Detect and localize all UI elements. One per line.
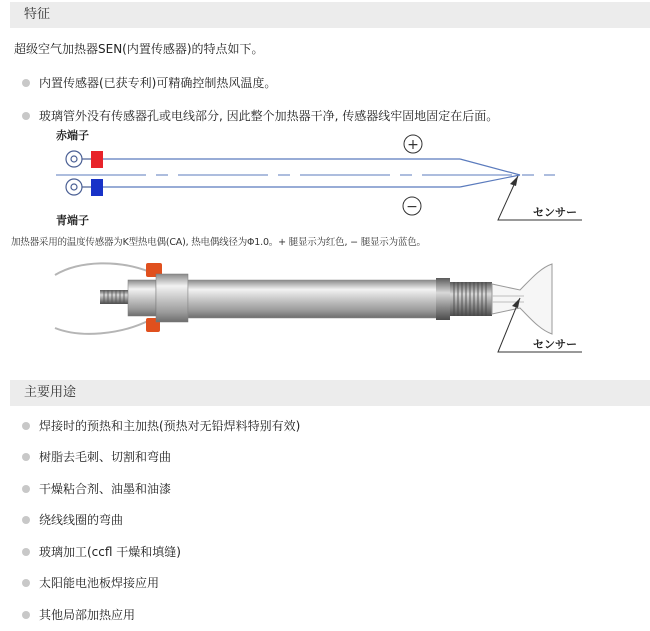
red-terminal-label: 赤端子 [56,129,89,142]
uses-title: 主要用途 [24,385,77,400]
red-terminal-block [91,151,103,168]
use-item: 焊接时的预热和主加热(预热对无铅焊料特别有效) [22,418,300,434]
photo-sensor-label: センサー [533,338,577,351]
features-section-header [10,2,650,28]
use-item: 绕线线圈的弯曲 [22,512,123,528]
features-intro: 超级空气加热器SEN(内置传感器)的特点如下。 [14,42,264,56]
feature-item: 内置传感器(已获专利)可精确控制热风温度。 [22,75,276,91]
use-item: 玻璃加工(ccfl 干燥和填缝) [22,544,181,560]
svg-text:−: − [406,199,418,215]
bullet-dot-icon [22,453,30,461]
blue-terminal-block [91,179,103,196]
red-ring-terminal [66,151,82,167]
use-item: 树脂去毛刺、切割和弯曲 [22,449,171,465]
blue-terminal-label: 青端子 [56,214,89,227]
use-item: 太阳能电池板焊接应用 [22,575,159,591]
bullet-dot-icon [22,516,30,524]
uses-section-header [10,380,650,406]
bullet-dot-icon [22,548,30,556]
diagram-sensor-label: センサー [533,206,577,219]
lead-wire [55,263,150,275]
bullet-dot-icon [22,611,30,619]
features-title: 特征 [24,7,51,22]
hex-nut [128,280,156,316]
glass-nozzle [492,264,552,334]
thermocouple-note: 加热器采用的温度传感器为K型热电偶(CA), 热电偶线径为Φ1.0。+ 腿显示为红色, − 腿显示为蓝色。 [11,237,426,248]
heater-product-photo [0,250,650,358]
feature-item: 玻璃管外没有传感器孔或电线部分, 因此整个加热器干净, 传感器线牢固地固定在后面。 [22,108,498,124]
svg-text:+: + [407,137,419,153]
sensor-wiring-diagram [0,124,650,230]
blue-ring-terminal [66,179,82,195]
fitting [156,274,188,322]
threaded-rod [100,290,130,304]
bullet-dot-icon [22,112,30,120]
bullet-dot-icon [22,422,30,430]
use-item: 干燥粘合剂、油墨和油漆 [22,481,171,497]
heater-body [188,280,444,318]
bullet-dot-icon [22,485,30,493]
use-item: 其他局部加热应用 [22,607,135,623]
bullet-dot-icon [22,79,30,87]
bullet-dot-icon [22,579,30,587]
